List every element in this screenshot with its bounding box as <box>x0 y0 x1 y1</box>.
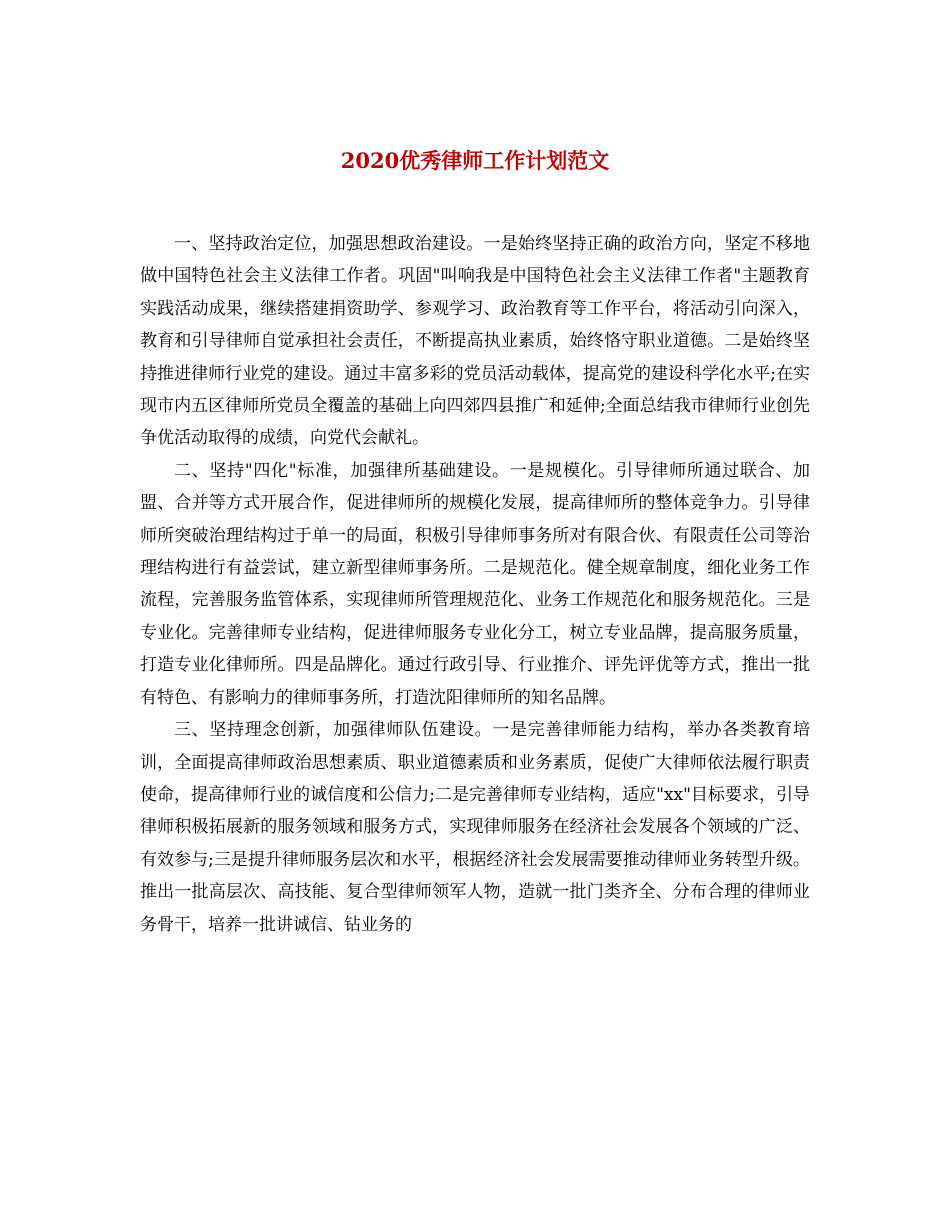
paragraph-1: 一、坚持政治定位，加强思想政治建设。一是始终坚持正确的政治方向，坚定不移地做中国特色社会主义法律工作者。巩固"叫响我是中国特色社会主义法律工作者"主题教育实践活动成果，继续搭建捐资助学、参观学习、政治教育等工作平台，将活动引向深入，教育和引导律师自觉承担社会责任，不断提高执业素质，始终恪守职业道德。二是始终坚持推进律师行业党的建设。通过丰富多彩的党员活动载体，提高党的建设科学化水平;在实现市内五区律师所党员全覆盖的基础上向四郊四县推广和延伸;全面总结我市律师行业创先争优活动取得的成绩，向党代会献礼。 <box>140 234 810 449</box>
document-title: 2020优秀律师工作计划范文 <box>340 148 610 173</box>
paragraph-3: 三、坚持理念创新，加强律师队伍建设。一是完善律师能力结构，举办各类教育培训，全面提高律师政治思想素质、职业道德素质和业务素质，促使广大律师依法履行职责使命，提高律师行业的诚信度和公信力;二是完善律师专业结构，适应"xx"目标要求，引导律师积极拓展新的服务领域和服务方式，实现律师服务在经济社会发展各个领域的广泛、有效参与;三是提升律师服务层次和水平，根据经济社会发展需要推动律师业务转型升级。推出一批高层次、高技能、复合型律师领军人物，造就一批门类齐全、分布合理的律师业务骨干，培养一批讲诚信、钻业务的 <box>140 720 810 935</box>
document-body <box>140 228 810 941</box>
paragraph-2: 二、坚持"四化"标准，加强律所基础建设。一是规模化。引导律师所通过联合、加盟、合并等方式开展合作，促进律师所的规模化发展，提高律师所的整体竞争力。引导律师所突破治理结构过于单一的局面，积极引导律师事务所对有限合伙、有限责任公司等治理结构进行有益尝试，建立新型律师事务所。二是规范化。健全规章制度，细化业务工作流程，完善服务监管体系，实现律师所管理规范化、业务工作规范化和服务规范化。三是专业化。完善律师专业结构，促进律师服务专业化分工，树立专业品牌，提高服务质量，打造专业化律师所。四是品牌化。通过行政引导、行业推介、评先评优等方式，推出一批有特色、有影响力的律师事务所，打造沈阳律师所的知名品牌。 <box>140 460 810 708</box>
